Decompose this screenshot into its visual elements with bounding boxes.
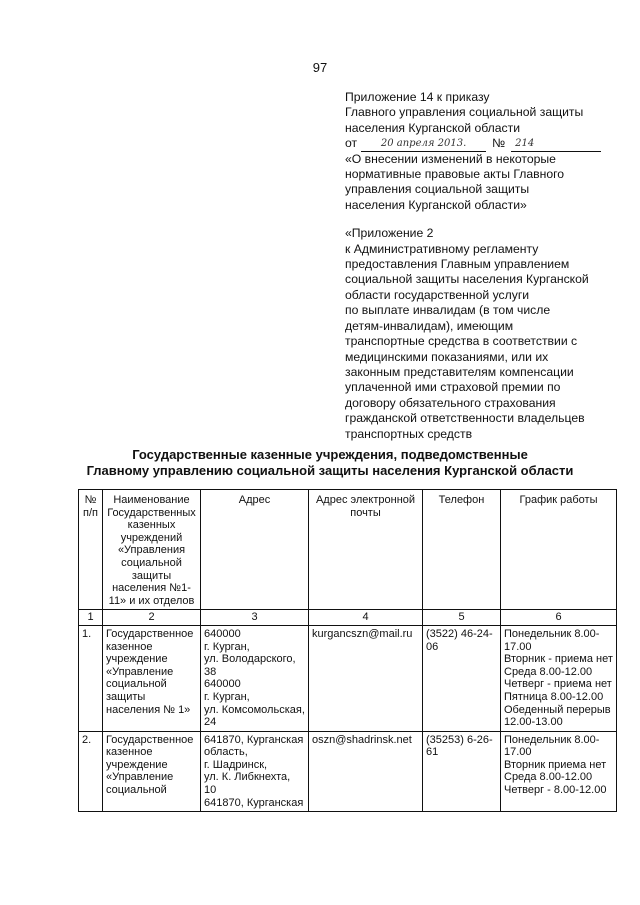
appendix-line: транспортных средств: [345, 426, 473, 441]
appendix-line: договору обязательного страхования: [345, 395, 556, 410]
institutions-table: [78, 489, 617, 812]
appendix-line: «Приложение 2: [345, 226, 434, 241]
order-line: [345, 136, 610, 151]
address-line: ул. К. Либкнехта, 10: [204, 771, 291, 797]
column-number: 5: [423, 610, 501, 626]
row-schedule: [501, 625, 617, 731]
annex-line: Главного управления социальной защиты: [345, 105, 584, 120]
title-line: Главному управлению социальной защиты населения Курганской области: [86, 463, 574, 478]
address-line: 641870, Курганская: [204, 796, 304, 809]
schedule-line: Среда 8.00-12.00: [504, 665, 593, 678]
annex-line: населения Курганской области: [345, 120, 521, 135]
header-name: Наименование Государственных казенных учреждений «Управления социальной защиты населения №1-11» и их отделов: [103, 490, 201, 610]
header-num: № п/п: [79, 490, 103, 610]
appendix-line: предоставления Главным управлением: [345, 257, 570, 272]
appendix-line: гражданской ответственности владельцев: [345, 411, 585, 426]
header-schedule: График работы: [501, 490, 617, 610]
order-number-label: №: [492, 136, 506, 151]
row-name: Государственное казенное учреждение «Управление социальной защиты населения № 1»: [103, 625, 201, 731]
annex-line: Приложение 14 к приказу: [345, 90, 490, 104]
order-number-handwritten: 214: [511, 137, 601, 152]
schedule-line: Четверг - приема нет: [504, 678, 612, 691]
header-address: Адрес: [201, 490, 309, 610]
table-row: [79, 625, 617, 731]
annex-header: [345, 90, 610, 442]
row-schedule: [501, 731, 617, 812]
schedule-line: Понедельник 8.00-17.00: [504, 627, 600, 653]
schedule-line: Пятница 8.00-12.00: [504, 690, 604, 703]
row-name: [103, 731, 201, 812]
schedule-line: Четверг - 8.00-12.00: [504, 784, 607, 797]
subject-line: нормативные правовые акты Главного: [345, 167, 565, 182]
row-num: 2.: [79, 731, 103, 812]
header-phone: Телефон: [423, 490, 501, 610]
appendix-line: медицинскими показаниями, или их: [345, 349, 549, 364]
row-email: kurgancszn@mail.ru: [309, 625, 423, 731]
row-name-text: Государственное казенное учреждение «Управление социальной: [106, 733, 194, 797]
schedule-line: Понедельник 8.00-17.00: [504, 733, 600, 759]
column-number: 4: [309, 610, 423, 626]
appendix-line: к Административному регламенту: [345, 241, 539, 256]
appendix-line: транспортные средства в соответствии с: [345, 334, 578, 349]
header-email: Адрес электронной почты: [309, 490, 423, 610]
appendix-line: социальной защиты населения Курганской: [345, 272, 589, 287]
address-line: ул. Комсомольская, 24: [204, 703, 305, 729]
table-row: [79, 731, 617, 812]
column-number: 2: [103, 610, 201, 626]
schedule-line: Вторник - приема нет: [504, 653, 613, 666]
subject-line: «О внесении изменений в некоторые: [345, 151, 556, 166]
row-num: 1.: [79, 625, 103, 731]
subject-line: населения Курганской области»: [345, 197, 527, 212]
appendix-line: области государственной услуги: [345, 287, 530, 302]
document-title: [40, 447, 620, 479]
order-date-handwritten: 20 апреля 2013.: [361, 137, 486, 152]
address-line: 641870, Курганская область,: [204, 733, 304, 759]
subject-line: управления социальной защиты: [345, 182, 530, 197]
title-line: Государственные казенные учреждения, подведомственные: [132, 447, 528, 462]
row-address: [201, 731, 309, 812]
column-number: 6: [501, 610, 617, 626]
address-line: г. Курган,: [204, 640, 250, 653]
column-number: 1: [79, 610, 103, 626]
appendix-line: по выплате инвалидам (в том числе: [345, 303, 551, 318]
address-line: ул. Володарского, 38: [204, 653, 296, 678]
appendix-line: законным представителям компенсации: [345, 364, 574, 379]
appendix-line: уплаченной ими страховой премии по: [345, 380, 561, 395]
row-phone: (3522) 46-24-06: [423, 625, 501, 731]
table-header-row: [79, 490, 617, 610]
address-line: г. Шадринск,: [204, 758, 268, 771]
schedule-line: Среда 8.00-12.00: [504, 771, 593, 784]
row-address: [201, 625, 309, 731]
row-phone: (35253) 6-26-61: [423, 731, 501, 812]
schedule-line: Вторник приема нет: [504, 758, 607, 771]
address-line: 640000: [204, 627, 241, 640]
column-number: 3: [201, 610, 309, 626]
column-number-row: [79, 610, 617, 626]
schedule-line: Обеденный перерыв 12.00-13.00: [504, 703, 611, 729]
appendix-line: детям-инвалидам), имеющим: [345, 318, 514, 333]
address-line: 640000: [204, 678, 241, 691]
page-number: 97: [312, 60, 328, 75]
row-email: oszn@shadrinsk.net: [309, 731, 423, 812]
order-from-label: от: [345, 136, 358, 151]
address-line: г. Курган,: [204, 690, 250, 703]
